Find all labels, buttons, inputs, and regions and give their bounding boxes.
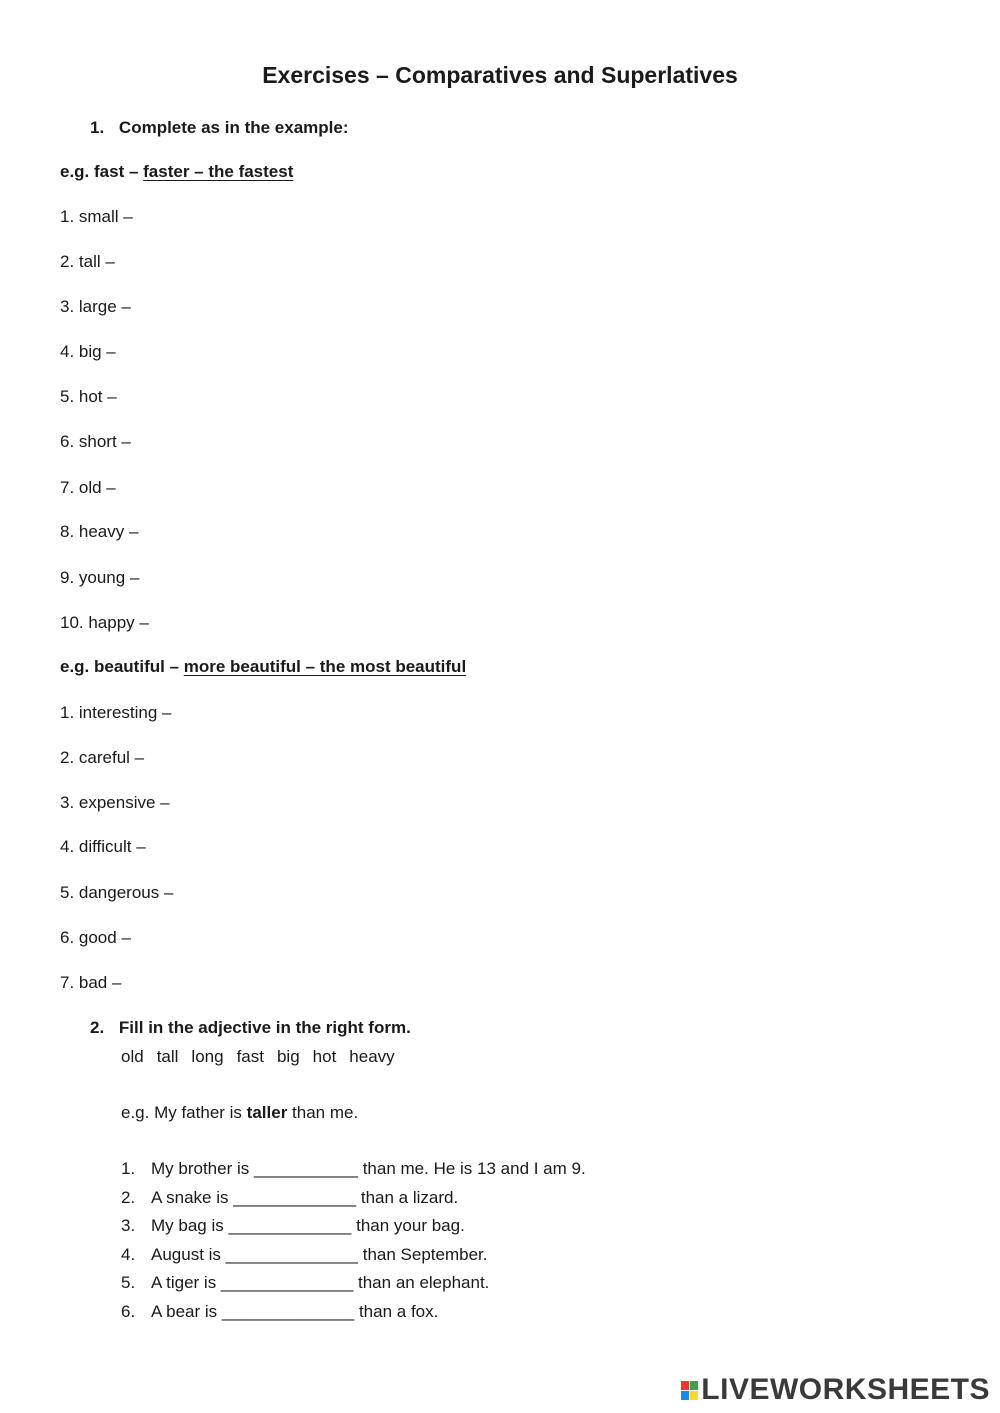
logo-square bbox=[690, 1381, 698, 1390]
word-bank-word: heavy bbox=[349, 1047, 395, 1066]
liveworksheets-logo bbox=[681, 1373, 990, 1407]
fill-in-item bbox=[121, 1241, 586, 1270]
fill-in-item-text[interactable]: My bag is _____________ than your bag. bbox=[151, 1216, 465, 1236]
list2-item: 6. good – bbox=[60, 928, 131, 947]
list2-item: 3. expensive – bbox=[60, 793, 170, 812]
example-2 bbox=[60, 657, 466, 677]
logo-square bbox=[690, 1391, 698, 1400]
section1-number: 1. bbox=[90, 118, 105, 137]
fill-in-item bbox=[121, 1298, 586, 1327]
fill-in-list bbox=[121, 1155, 586, 1327]
example-2-answer: more beautiful – the most beautiful bbox=[183, 657, 467, 676]
fill-in-item-number: 4. bbox=[121, 1244, 136, 1264]
list2-item: 1. interesting – bbox=[60, 703, 172, 722]
list1-item: 6. short – bbox=[60, 432, 131, 451]
example-1-answer: faster – the fastest bbox=[143, 162, 294, 181]
example-1-prefix: e.g. fast – bbox=[60, 162, 144, 181]
list1-item: 4. big – bbox=[60, 342, 116, 361]
section2-example-before: e.g. My father is bbox=[121, 1103, 247, 1122]
list1-item: 3. large – bbox=[60, 297, 131, 316]
list1-item: 5. hot – bbox=[60, 387, 117, 406]
list2-item: 2. careful – bbox=[60, 748, 145, 767]
liveworksheets-logo-icon bbox=[681, 1381, 698, 1400]
fill-in-item-text[interactable]: A snake is _____________ than a lizard. bbox=[151, 1187, 459, 1207]
section2-example-answer: taller bbox=[246, 1103, 288, 1122]
logo-square bbox=[681, 1391, 689, 1400]
fill-in-item-text[interactable]: A tiger is ______________ than an elephant. bbox=[151, 1273, 490, 1293]
list2-item: 5. dangerous – bbox=[60, 883, 174, 902]
section2-example bbox=[121, 1103, 358, 1123]
fill-in-item-number: 6. bbox=[121, 1301, 136, 1321]
fill-in-item bbox=[121, 1155, 586, 1184]
word-bank-word: fast bbox=[236, 1047, 264, 1066]
liveworksheets-brand: LIVEWORKSHEETS bbox=[701, 1373, 990, 1406]
example-1 bbox=[60, 162, 293, 182]
section2-example-after: than me. bbox=[287, 1103, 359, 1122]
section2-heading bbox=[90, 1018, 411, 1038]
example-2-prefix: e.g. beautiful – bbox=[60, 657, 184, 676]
fill-in-item-number: 5. bbox=[121, 1273, 136, 1293]
fill-in-item bbox=[121, 1184, 586, 1213]
section1-heading-text: Complete as in the example: bbox=[118, 118, 349, 137]
fill-in-item-number: 3. bbox=[121, 1216, 136, 1236]
section2-heading-text: Fill in the adjective in the right form. bbox=[118, 1018, 411, 1037]
word-bank-word: hot bbox=[312, 1047, 337, 1066]
word-bank-word: old bbox=[121, 1047, 144, 1066]
word-bank-word: big bbox=[276, 1047, 300, 1066]
section2-number: 2. bbox=[90, 1018, 105, 1037]
fill-in-item-number: 2. bbox=[121, 1187, 136, 1207]
list1-item: 2. tall – bbox=[60, 252, 115, 271]
list2-item: 7. bad – bbox=[60, 973, 122, 992]
logo-square bbox=[681, 1381, 689, 1390]
list2-item: 4. difficult – bbox=[60, 837, 146, 856]
page-title: Exercises – Comparatives and Superlatives bbox=[262, 62, 738, 88]
fill-in-item-text[interactable]: My brother is ___________ than me. He is 13 and I am 9. bbox=[151, 1159, 586, 1178]
word-bank-word: tall bbox=[156, 1047, 179, 1066]
fill-in-item-number: 1. bbox=[121, 1159, 136, 1178]
list1-item: 10. happy – bbox=[60, 613, 149, 632]
list1-item: 7. old – bbox=[60, 478, 116, 497]
section1-heading bbox=[90, 118, 349, 138]
fill-in-item-text[interactable]: A bear is ______________ than a fox. bbox=[151, 1301, 439, 1321]
list1-item: 1. small – bbox=[60, 207, 133, 226]
fill-in-item bbox=[121, 1269, 586, 1298]
fill-in-item-text[interactable]: August is ______________ than September. bbox=[151, 1244, 488, 1264]
fill-in-item bbox=[121, 1212, 586, 1241]
list1-item: 9. young – bbox=[60, 568, 140, 587]
list1-item: 8. heavy – bbox=[60, 522, 139, 541]
word-bank-word: long bbox=[191, 1047, 224, 1066]
word-bank bbox=[121, 1047, 408, 1067]
